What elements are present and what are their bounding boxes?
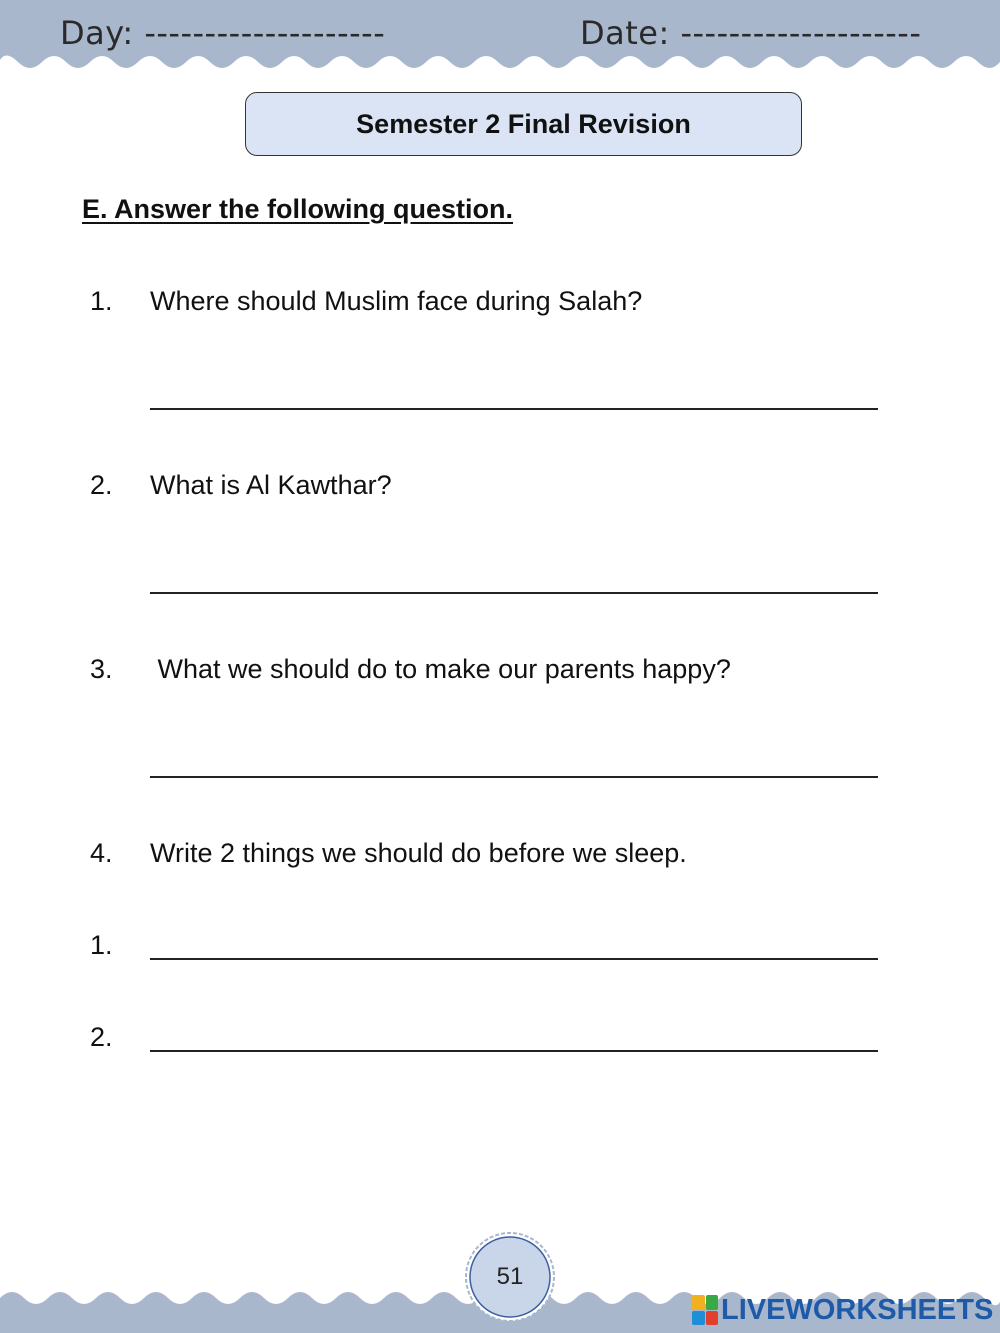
page-number: 51: [496, 1263, 524, 1290]
liveworksheets-logo-icon: [692, 1295, 718, 1325]
title-box: [245, 92, 802, 156]
sub-answer-2-number: 2.: [90, 1022, 113, 1052]
question-2-number: 2.: [90, 470, 113, 500]
sub-answer-line-1[interactable]: [150, 958, 878, 960]
worksheet-title: Semester 2 Final Revision: [356, 108, 691, 139]
sub-answer-line-2[interactable]: [150, 1050, 878, 1052]
question-4-number: 4.: [90, 838, 113, 868]
section-heading: E. Answer the following question.: [82, 194, 514, 224]
answer-line-2[interactable]: [150, 592, 878, 594]
brand-text: LIVEWORKSHEETS: [721, 1293, 994, 1326]
question-1-text: Where should Muslim face during Salah?: [150, 286, 643, 316]
question-3-number: 3.: [90, 654, 113, 684]
day-label: Day: --------------------: [60, 14, 386, 52]
answer-line-1[interactable]: [150, 408, 878, 410]
answer-line-3[interactable]: [150, 776, 878, 778]
sub-answer-1-number: 1.: [90, 930, 113, 960]
question-1-number: 1.: [90, 286, 113, 316]
question-3-text: What we should do to make our parents happy?: [150, 654, 731, 684]
liveworksheets-brand[interactable]: [692, 1290, 993, 1330]
question-4-text: Write 2 things we should do before we sleep.: [150, 838, 687, 868]
question-2-text: What is Al Kawthar?: [150, 470, 392, 500]
date-label: Date: --------------------: [580, 14, 922, 52]
